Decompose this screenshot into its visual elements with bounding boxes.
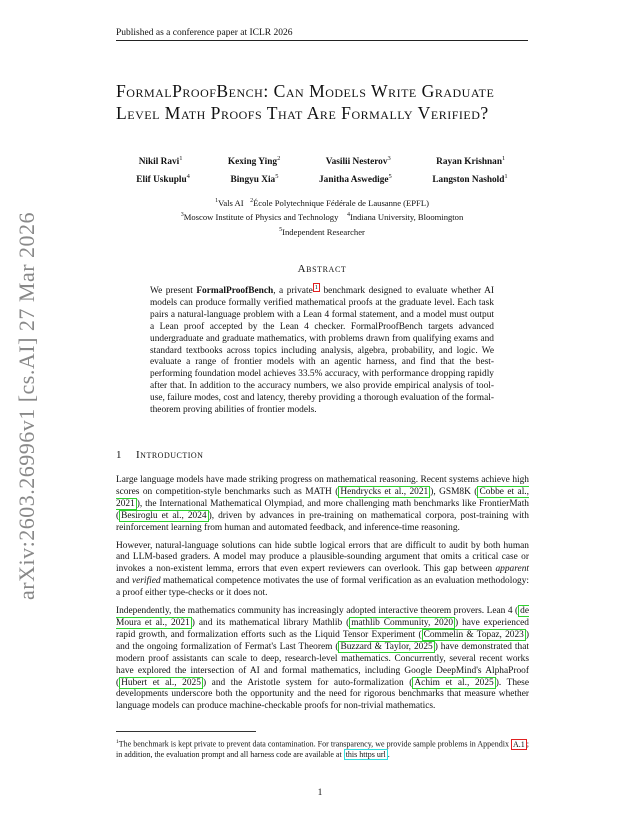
benchmark-name: FormalProofBench [196,286,274,296]
author: Bingyu Xia$^5$ [230,173,279,186]
abstract-text: We present FormalProofBench, a private $^1$ benchmark designed to evaluate whether AI models can produce formally verified mathematical proofs at the graduate level. Each task pairs a natural-language problem with a Lean 4 formal statement, and a model must output a Lean proof accepted by the Lean 4 checker. FormalProofBench targets advanced undergraduate and graduate mathematics, with problems drawn from qualifying exams and standard textbooks across topics including analysis, algebra, probability, and logic. We evaluate a range of frontier models with an agentic harness, and find that the best-performing foundation model achieves 33.5% accuracy, with performance dropping rapidly after that. In addition to the accuracy numbers, we also provide empirical analysis of tool-use, failure modes, cost and latency, thereby providing a thorough evaluation of the formal-theorem proving abilities of frontier models. [150,283,494,416]
footnote-marker[interactable]: 1 [314,283,318,291]
affiliations: $^1$Vals AI $^2$École Polytechnique Fédérale de Lausanne (EPFL) $^3$Moscow Institute of Physics and Technology $^4$Indiana University, Bloomington $^5$Independent Researcher [180,197,464,237]
abstract-heading: Abstract [297,263,347,275]
citation-link[interactable]: Achim et al., 2025 [414,677,494,688]
body-text [116,475,529,719]
citation-link[interactable]: Commelin & Topaz, 2023 [423,629,524,640]
author-list [116,155,528,191]
section-heading: 1 Introduction [116,449,204,461]
author-row-2 [116,173,528,185]
affiliation: École Polytechnique Fédérale de Lausanne (EPFL) [253,197,429,208]
author: Rayan Krishnan$^1$ [436,155,506,168]
citation-link[interactable]: mathlib Community, 2020 [351,617,454,628]
appendix-link[interactable]: A.1 [512,739,525,749]
affiliation: Independent Researcher [282,226,365,237]
citation-link[interactable]: Besiroglu et al., 2024 [121,510,207,521]
affiliation: Indiana University, Bloomington [349,212,464,223]
author: Langston Nashold$^1$ [432,173,508,186]
author-row-1 [116,155,528,167]
citation-link[interactable]: Hendrycks et al., 2021 [340,486,429,497]
author: Elif Uskuplu$^4$ [136,173,190,186]
footnote: $^1$The benchmark is kept private to prevent data contamination. For transparency, we provide sample problems in Appendix A.1 ; in addition, the evaluation prompt and all harness code are available at this https url . [116,739,529,760]
citation-link[interactable]: Hubert et al., 2025 [121,677,201,688]
footnote-divider [116,731,256,732]
affiliation: Vals AI [218,197,244,208]
citation-link[interactable]: de Moura et al., 2021 [116,606,529,628]
arxiv-stamp: arXiv:2603.26996v1 [cs.AI] 27 Mar 2026 [14,211,39,600]
paragraph: However, natural-language solutions can hide subtle logical errors that are difficult to audit by both human and LLM-based graders. A model may produce a plausible-sounding argument that omits a critical case or invokes a non-existent lemma, errors that even expert reviewers can overlook. This gap between apparent and verified mathematical competence motivates the use of formal verification as an evaluation methodology: a proof either type-checks or it does not. [116,540,529,599]
author: Kexing Ying$^2$ [227,155,281,168]
url-link[interactable]: this https url [345,750,386,760]
paragraph: Large language models have made striking progress on mathematical reasoning. Recent systems achieve high scores on competition-style benchmarks such as MATH ( Hendrycks et al., 2021 ), GSM8K ( Cobbe et al., 2021 ), the International Mathematical Olympiad, and more challenging math benchmarks like FrontierMath ( Besiroglu et al., 2024 ), driven by advances in pre-training on mathematical corpora, post-training with reinforcement learning from human and automated feedback, and inference-time reasoning. [116,475,529,533]
citation-link[interactable]: Cobbe et al., 2021 [116,486,529,509]
paper-title: FormalProofBench: Can Models Write Graduate Level Math Proofs That Are Formally Verified? [116,81,495,123]
paragraph: Independently, the mathematics community has increasingly adopted interactive theorem provers. Lean 4 ( de Moura et al., 2021 ) and its mathematical library Mathlib ( mathlib Community, 2020 ) have experienced rapid growth, and formalization efforts such as the Liquid Tensor Experiment ( Commelin & Topaz, 2023 ) and the ongoing formalization of Fermat's Last Theorem ( Buzzard & Taylor, 2025 ) have demonstrated that modern proof assistants can scale to deep, research-level mathematics. Concurrently, several recent works have explored the intersection of AI and formal mathematics, including Google DeepMind's AlphaProof ( Hubert et al., 2025 ) and the Aristotle system for auto-formalization ( Achim et al., 2025 ). These developments underscore both the opportunity and the need for rigorous benchmarks that measure whether language models can produce machine-checkable proofs for non-trivial mathematics. [116,606,529,712]
page-number: 1 [317,788,323,798]
running-header: Published as a conference paper at ICLR 2026 [116,28,528,41]
citation-link[interactable]: Buzzard & Taylor, 2025 [340,641,433,652]
author: Vasilii Nesterov$^3$ [325,155,391,168]
affiliation: Moscow Institute of Physics and Technology [183,212,339,223]
author: Nikil Ravi$^1$ [138,155,183,168]
author: Janitha Aswedige$^5$ [319,173,392,186]
